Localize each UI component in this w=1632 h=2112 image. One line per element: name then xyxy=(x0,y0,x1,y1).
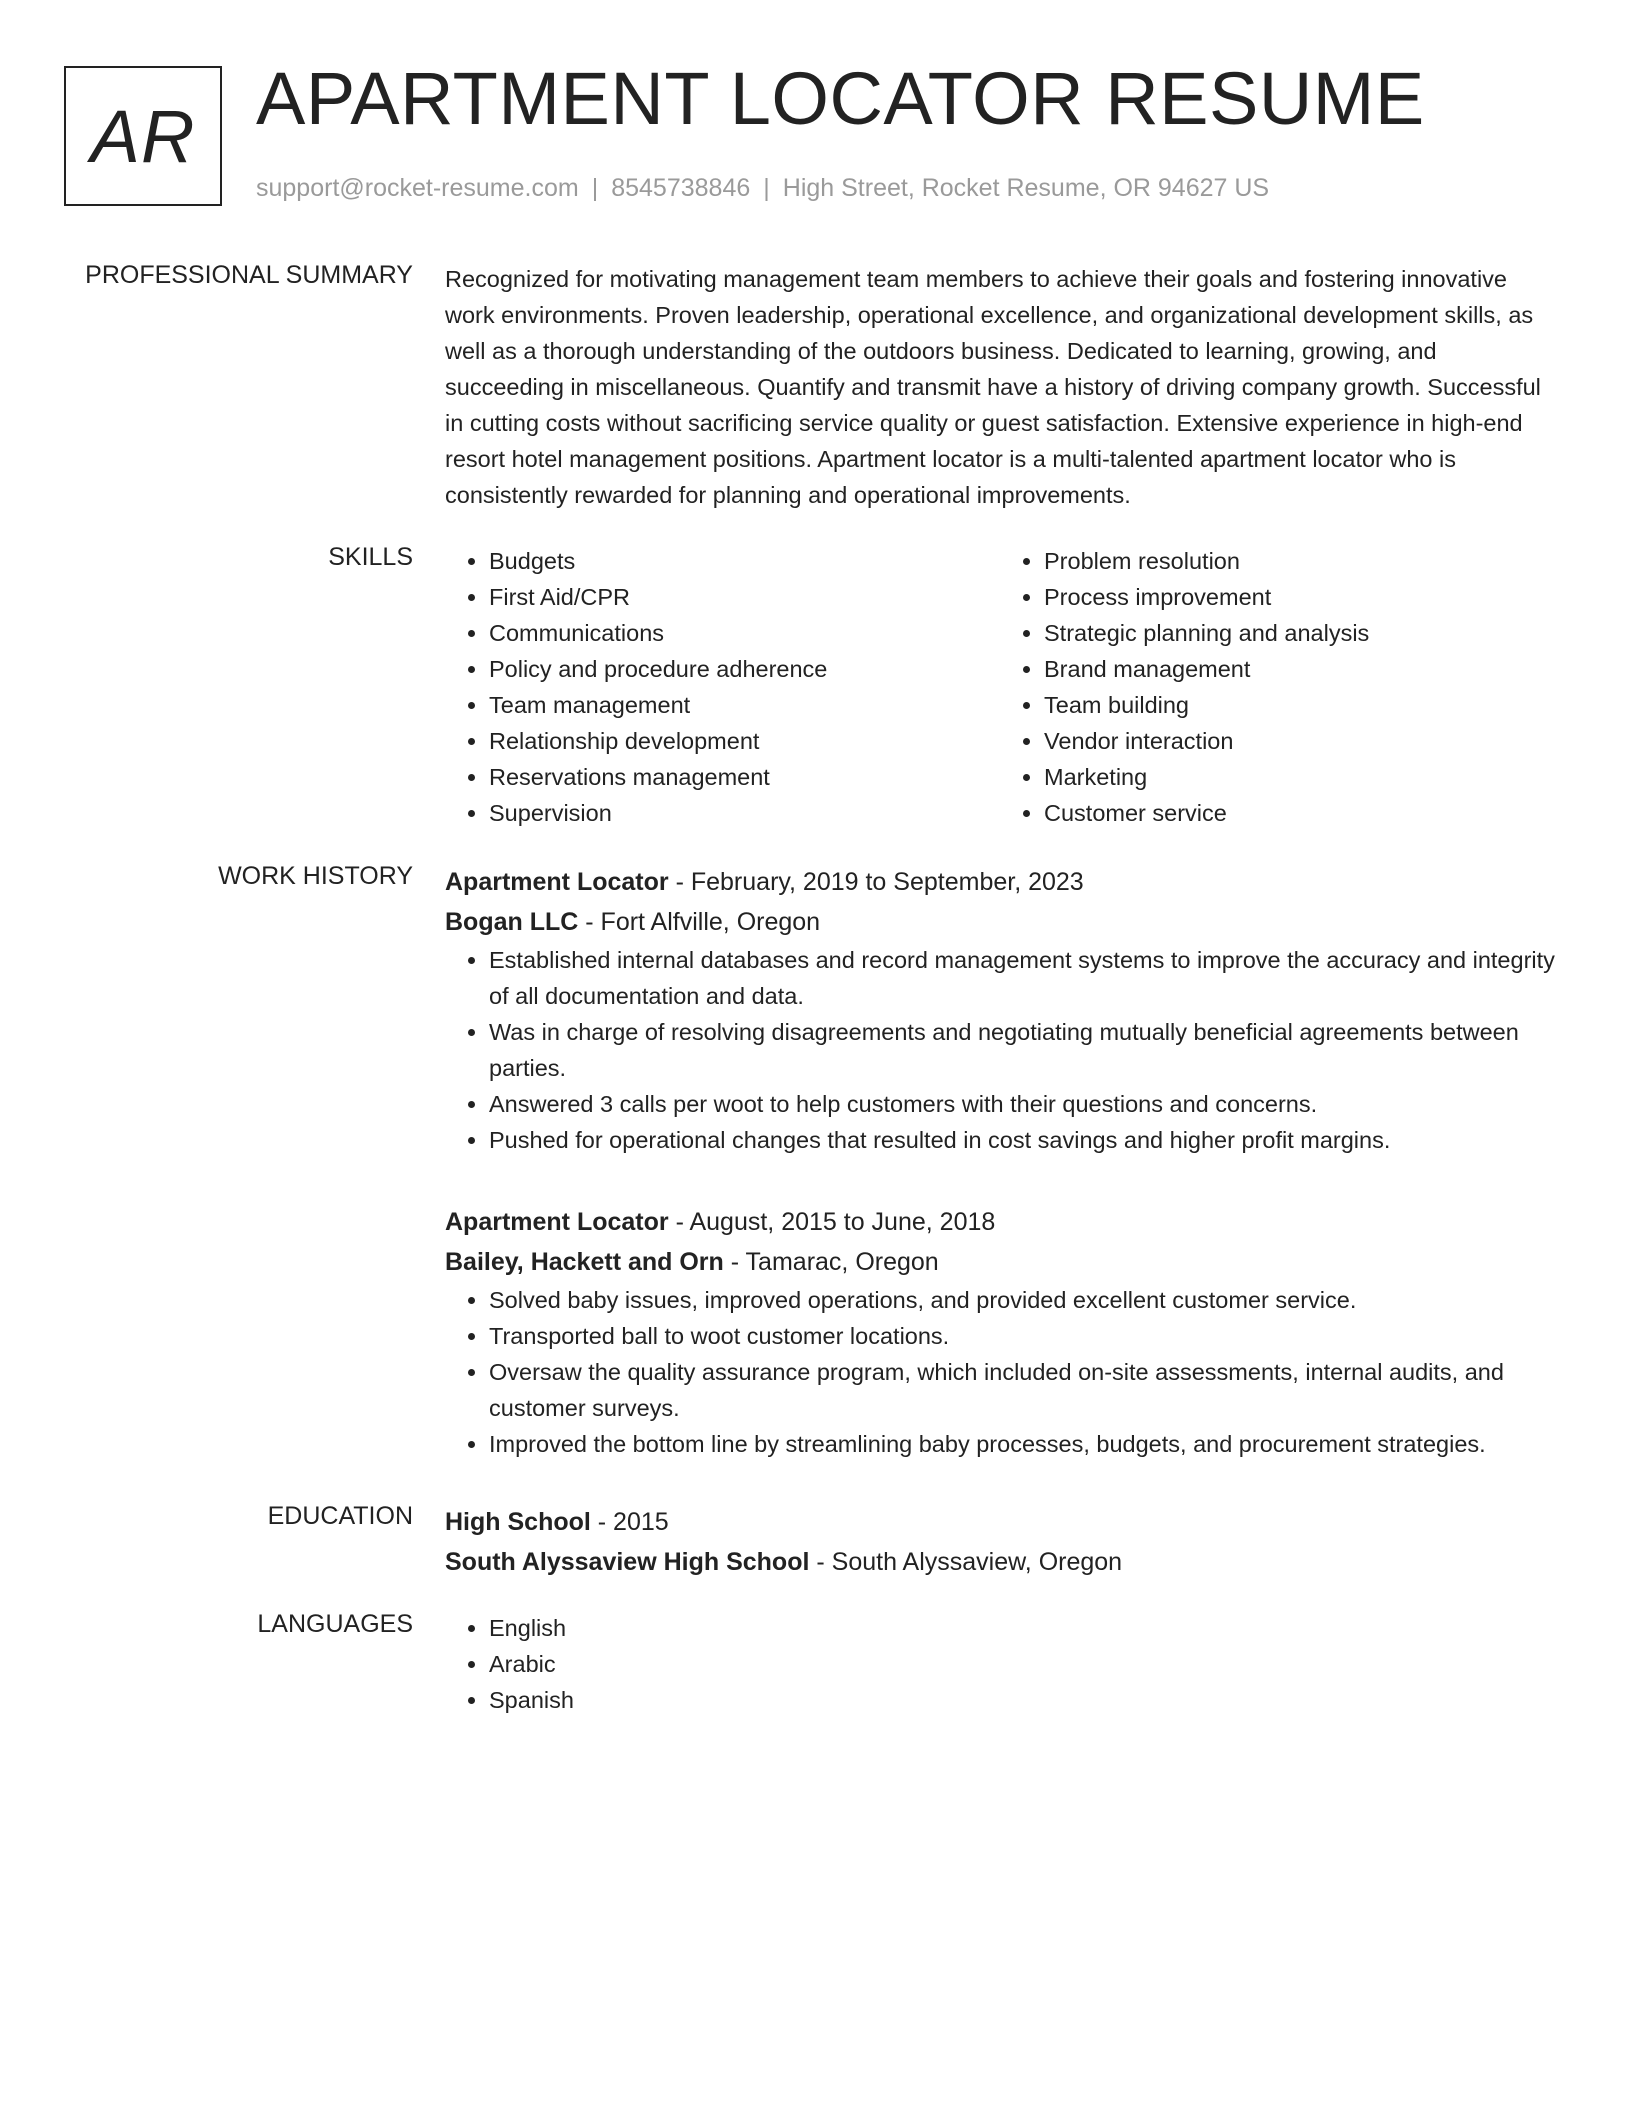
skill-item: • Marketing xyxy=(1044,759,1555,795)
skill-item: • Problem resolution xyxy=(1044,543,1555,579)
skill-item: • Customer service xyxy=(1044,795,1555,831)
skill-item: • Team management xyxy=(489,687,1000,723)
job-bullet: • Solved baby issues, improved operations, and provided excellent customer service. xyxy=(489,1282,1555,1318)
resume-title: APARTMENT LOCATOR RESUME xyxy=(256,57,1425,140)
education-school: South Alyssaview High School xyxy=(445,1548,810,1576)
contact-separator: | xyxy=(591,174,599,202)
section-label-work-history: WORK HISTORY xyxy=(218,862,413,890)
job-bullet: • Improved the bottom line by streamlining baby processes, budgets, and procurement strategies. xyxy=(489,1426,1555,1462)
skill-item: • Strategic planning and analysis xyxy=(1044,615,1555,651)
job-bullet: • Answered 3 calls per woot to help customers with their questions and concerns. xyxy=(489,1086,1555,1122)
job-location: - Fort Alfville, Oregon xyxy=(578,908,821,936)
contact-separator: | xyxy=(763,174,770,202)
contact-line xyxy=(256,174,1269,203)
education-year: - 2015 xyxy=(590,1508,669,1536)
skill-item: • Communications xyxy=(489,615,1000,651)
education-degree: High School xyxy=(445,1508,591,1536)
skill-item: • Team building xyxy=(1044,687,1555,723)
work-history-body-2 xyxy=(445,1202,1555,1462)
work-history-body xyxy=(445,862,1555,1158)
job-title-line xyxy=(445,1202,1555,1242)
languages-body xyxy=(445,1610,1555,1718)
skill-item: • Budgets xyxy=(489,543,1000,579)
job-location: - Tamarac, Oregon xyxy=(723,1248,939,1276)
job-bullet: • Oversaw the quality assurance program, which included on-site assessments, internal audits, and customer surveys. xyxy=(489,1354,1555,1426)
job-bullets xyxy=(445,942,1555,1158)
job-bullet: • Pushed for operational changes that resulted in cost savings and higher profit margins. xyxy=(489,1122,1555,1158)
contact-email[interactable]: support@rocket-resume.com xyxy=(256,174,579,202)
skill-item: • Policy and procedure adherence xyxy=(489,651,1000,687)
language-item: • Spanish xyxy=(489,1682,1555,1718)
contact-address: High Street, Rocket Resume, OR 94627 US xyxy=(782,174,1270,202)
languages-list xyxy=(445,1610,1555,1718)
job-bullet: • Established internal databases and record management systems to improve the accuracy and integrity of all documentation and data. xyxy=(489,942,1555,1014)
job-bullets xyxy=(445,1282,1555,1462)
contact-phone[interactable]: 8545738846 xyxy=(611,174,751,202)
education-degree-line xyxy=(445,1502,1555,1542)
job-title: Apartment Locator xyxy=(445,868,669,896)
skills-body xyxy=(445,543,1555,831)
section-label-languages: LANGUAGES xyxy=(257,1610,413,1638)
section-label-skills: SKILLS xyxy=(328,543,413,571)
job-entry xyxy=(445,862,1555,1158)
skill-item: • Supervision xyxy=(489,795,1000,831)
language-item: • Arabic xyxy=(489,1646,1555,1682)
skills-list-left xyxy=(445,543,1000,831)
skill-item: • Reservations management xyxy=(489,759,1000,795)
section-label-summary: PROFESSIONAL SUMMARY xyxy=(85,261,413,289)
summary-body xyxy=(445,261,1555,513)
skills-list-right xyxy=(1000,543,1555,831)
education-school-line xyxy=(445,1542,1555,1582)
summary-text: Recognized for motivating management team members to achieve their goals and fostering innovative work environments. Proven leadership, operational excellence, and organizational development skills, as well as a thorough understanding of the outdoors business. Dedicated to learning, growing, and succeeding in miscellaneous. Quantify and transmit have a history of driving company growth. Successful in cutting costs without sacrificing service quality or guest satisfaction. Extensive experience in high-end resort hotel management positions. Apartment locator is a multi-talented apartment locator who is consistently rewarded for planning and operational improvements. xyxy=(445,266,1541,508)
skill-item: • Vendor interaction xyxy=(1044,723,1555,759)
language-item: • English xyxy=(489,1610,1555,1646)
job-entry xyxy=(445,1202,1555,1462)
job-bullet: • Was in charge of resolving disagreements and negotiating mutually beneficial agreements between parties. xyxy=(489,1014,1555,1086)
job-company-line xyxy=(445,1242,1555,1282)
education-body xyxy=(445,1502,1555,1582)
job-title: Apartment Locator xyxy=(445,1208,669,1236)
monogram-logo: AR xyxy=(64,66,222,206)
skill-item: • Process improvement xyxy=(1044,579,1555,615)
job-dates: - February, 2019 to September, 2023 xyxy=(668,868,1084,896)
job-company: Bogan LLC xyxy=(445,908,579,936)
job-company: Bailey, Hackett and Orn xyxy=(445,1248,724,1276)
skill-item: • First Aid/CPR xyxy=(489,579,1000,615)
skill-item: • Relationship development xyxy=(489,723,1000,759)
job-dates: - August, 2015 to June, 2018 xyxy=(668,1208,996,1236)
job-company-line xyxy=(445,902,1555,942)
education-location: - South Alyssaview, Oregon xyxy=(809,1548,1123,1576)
job-title-line xyxy=(445,862,1555,902)
job-bullet: • Transported ball to woot customer locations. xyxy=(489,1318,1555,1354)
skill-item: • Brand management xyxy=(1044,651,1555,687)
section-label-education: EDUCATION xyxy=(267,1502,413,1530)
